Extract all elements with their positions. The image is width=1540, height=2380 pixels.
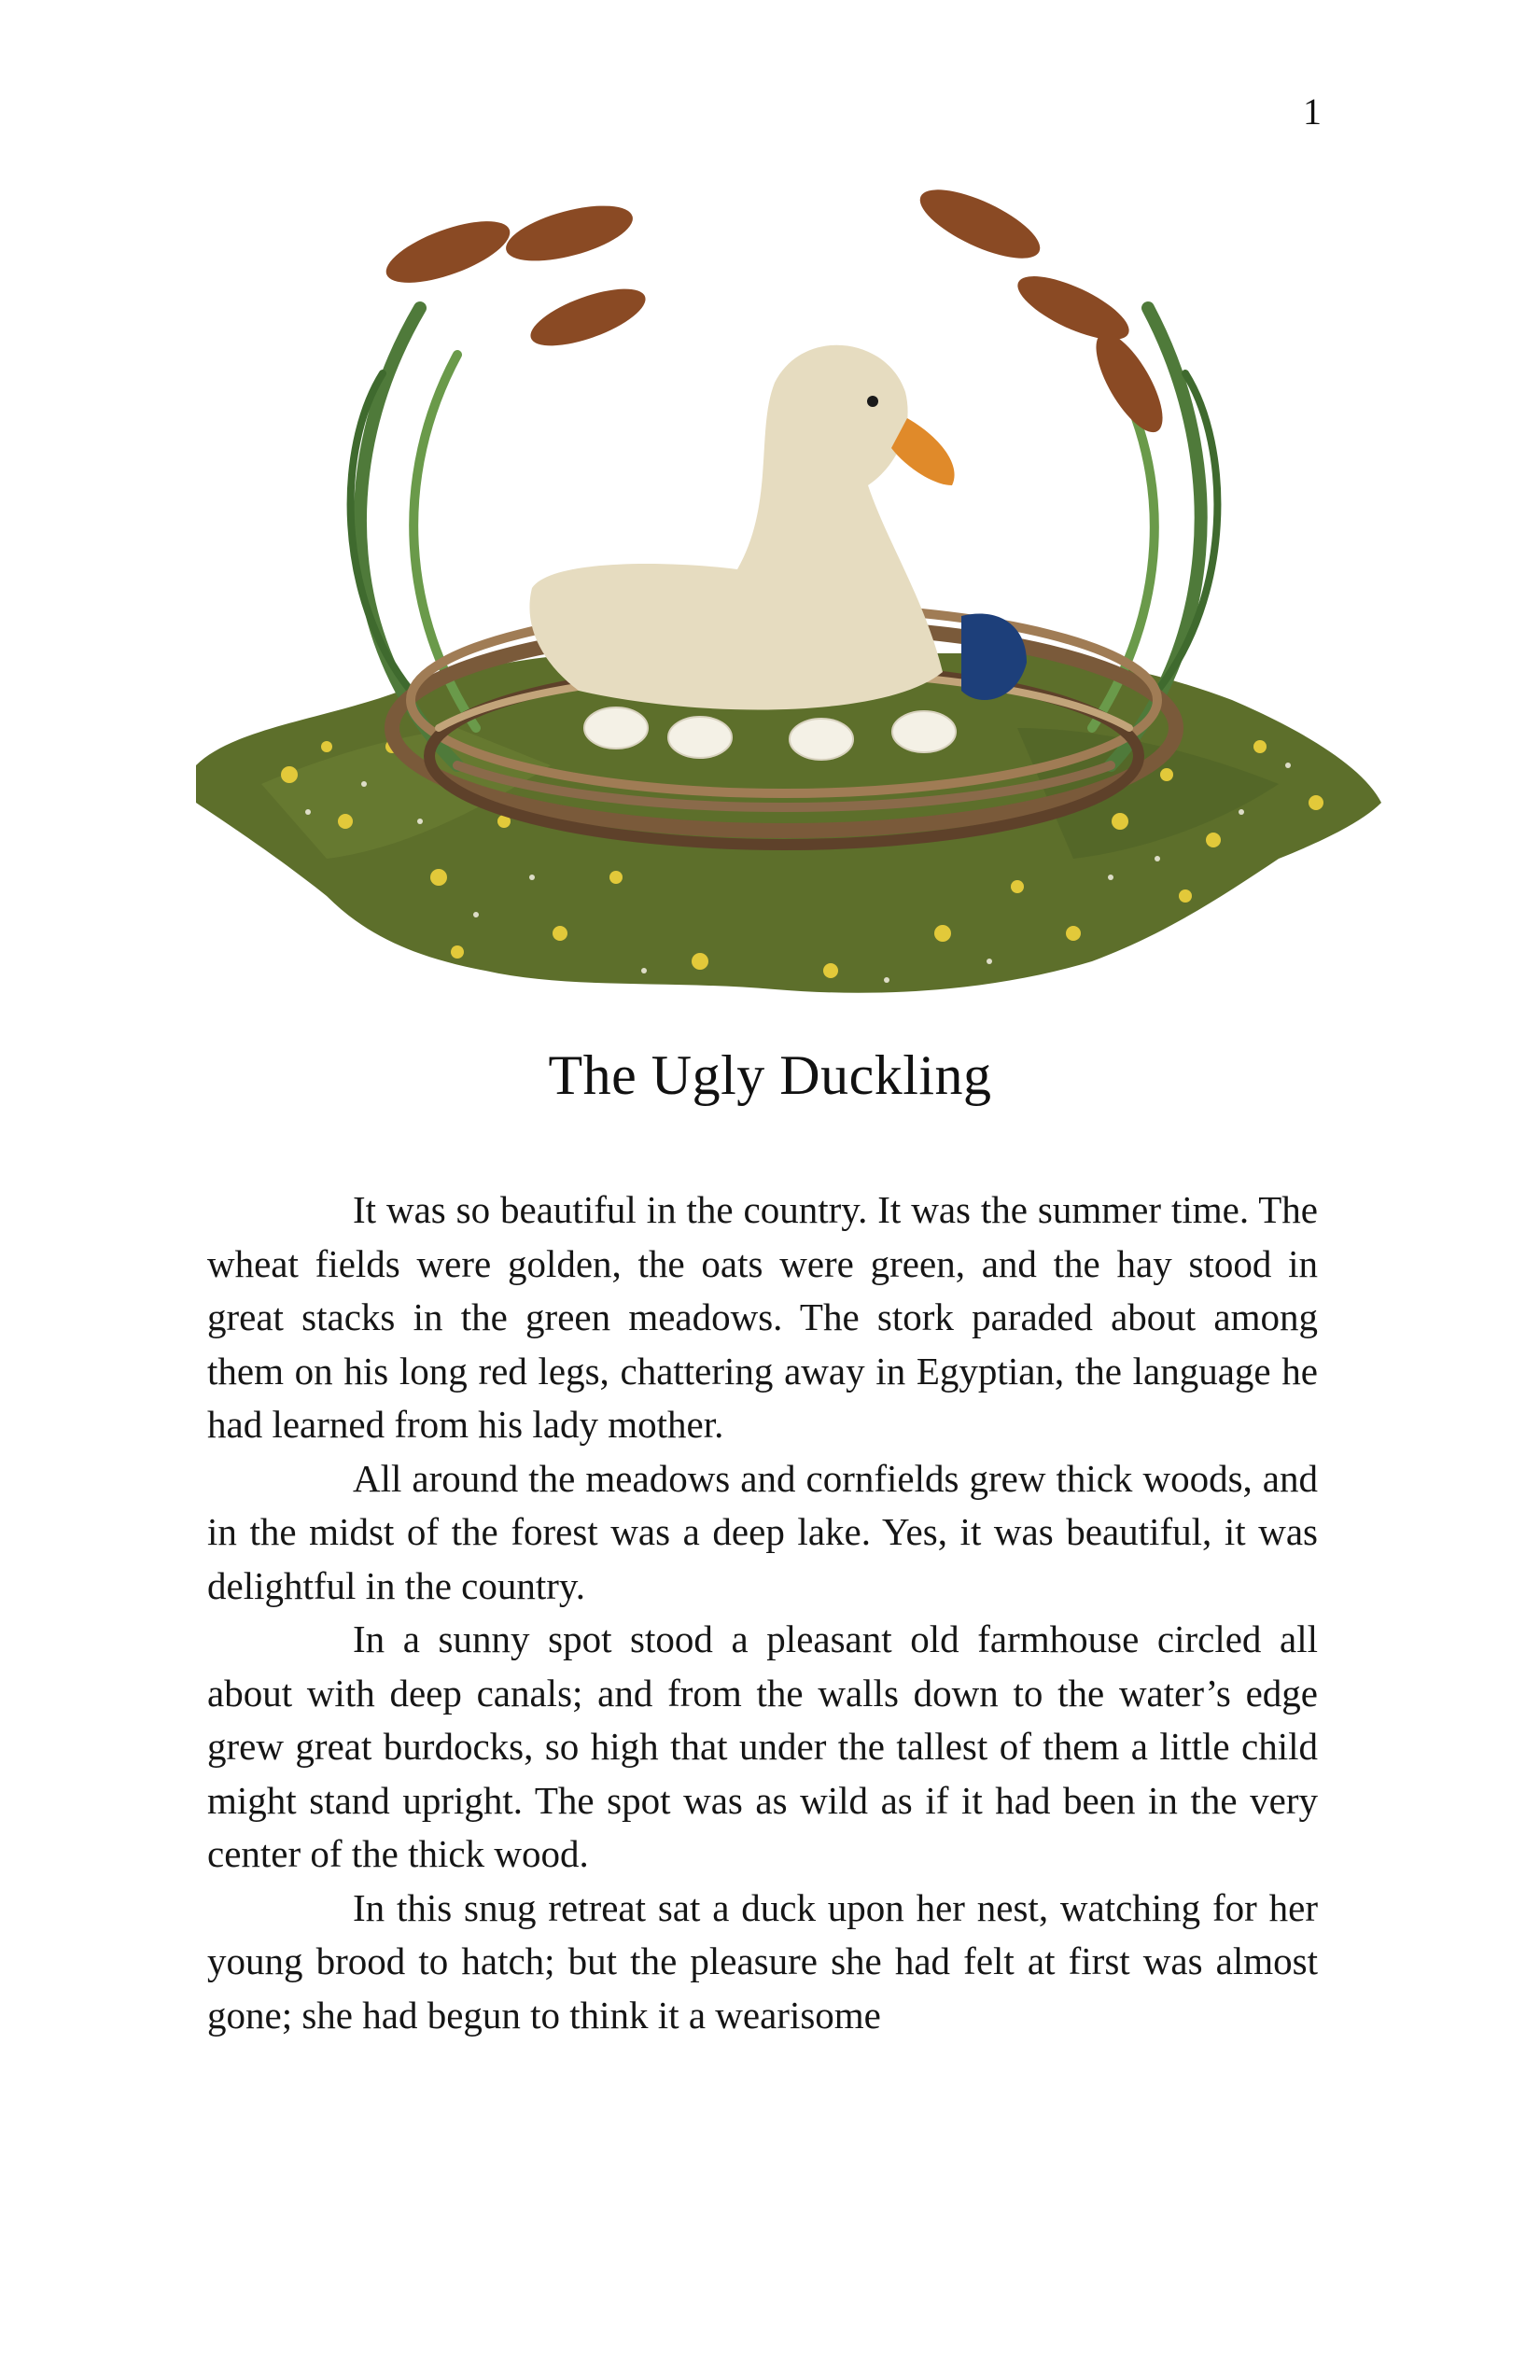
paragraph: It was so beautiful in the country. It was the summer time. The wheat fields were golden, the oats were green, and the hay stood in great stacks in the green meadows. The stork paraded about among them on his long red legs, chattering away in Egyptian, the language he had learned from his lady mother. bbox=[207, 1188, 1318, 1446]
story-body bbox=[207, 1183, 1318, 2042]
paragraph: In a sunny spot stood a pleasant old farmhouse circled all about with deep canals; and from the walls down to the water’s edge grew great burdocks, so high that under the tallest of them a little child might stand upright. The spot was as wild as if it had been in the very center of the thick wood. bbox=[207, 1617, 1318, 1875]
paragraph: All around the meadows and cornfields grew thick woods, and in the midst of the forest was a deep lake. Yes, it was beautiful, it was delightful in the country. bbox=[207, 1456, 1318, 1607]
duck-on-nest-illustration bbox=[177, 168, 1391, 1008]
paragraph: In this snug retreat sat a duck upon her nest, watching for her young brood to hatch; but the pleasure she had felt at first was almost gone; she had begun to think it a wearisome bbox=[207, 1885, 1318, 2037]
page-number: 1 bbox=[1303, 91, 1322, 133]
story-title: The Ugly Duckling bbox=[548, 1044, 992, 1106]
eye-icon bbox=[867, 396, 878, 407]
